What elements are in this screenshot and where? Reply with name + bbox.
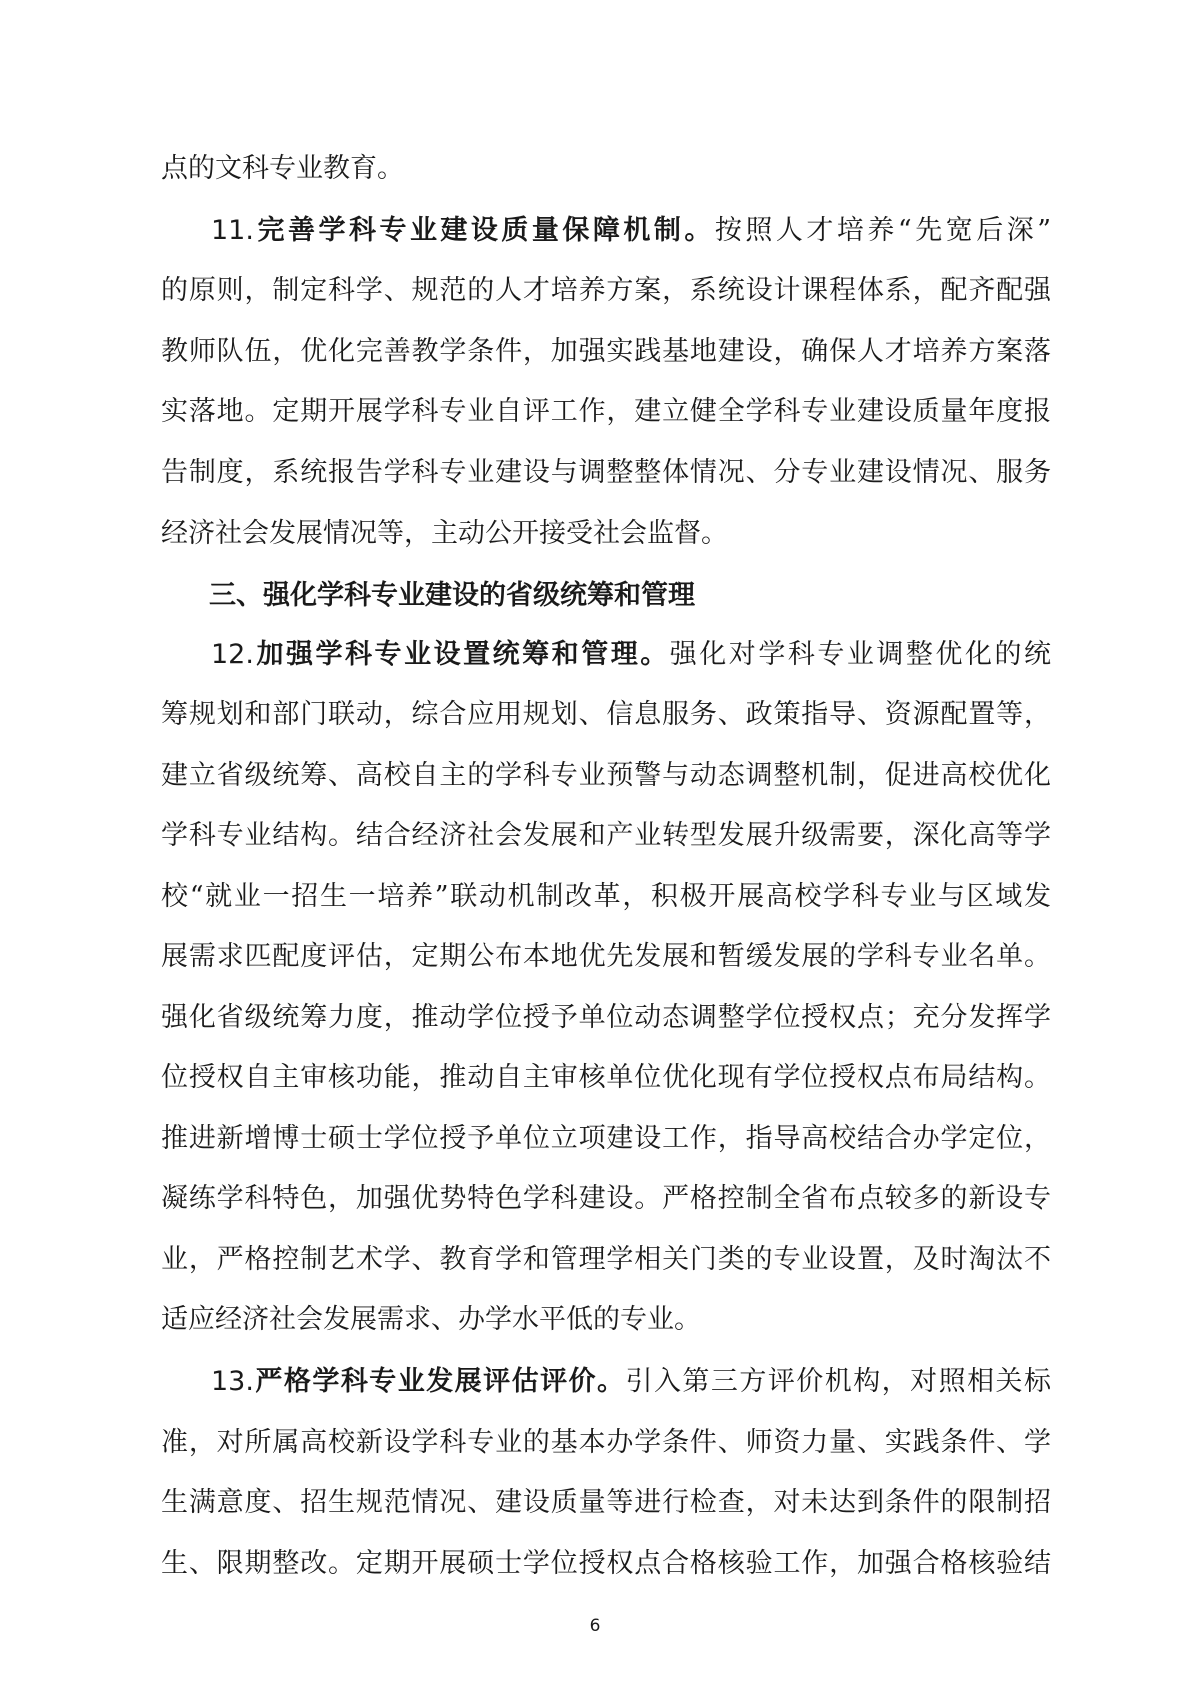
- line-text: 引入第三方评价机构，对照相关标: [625, 1366, 1052, 1397]
- item-number: 13.: [211, 1366, 254, 1397]
- line-text: 推进新增博士硕士学位授予单位立项建设工作，指导高校结合办学定位，: [161, 1123, 1051, 1154]
- text-line: [161, 273, 1051, 309]
- line-text: 筹规划和部门联动，综合应用规划、信息服务、政策指导、资源配置等，: [161, 699, 1051, 730]
- text-line: [161, 1181, 1051, 1217]
- item-number: 11.: [211, 215, 254, 246]
- line-text: 经济社会发展情况等，主动公开接受社会监督。: [161, 518, 728, 549]
- line-text: 学科专业结构。结合经济社会发展和产业转型发展升级需要，深化高等学: [161, 820, 1051, 851]
- item-11-title-line: [211, 213, 1051, 249]
- item-heading: 加强学科专业设置统筹和管理。: [253, 639, 670, 670]
- line-text: 生满意度、招生规范情况、建设质量等进行检查，对未达到条件的限制招: [161, 1487, 1051, 1518]
- text-line: [161, 939, 1051, 975]
- text-line: [161, 1546, 1051, 1582]
- text-line: [161, 516, 1051, 552]
- line-text: 生、限期整改。定期开展硕士学位授权点合格核验工作，加强合格核验结: [161, 1548, 1051, 1579]
- line-text: 校“就业一招生一培养”联动机制改革，积极开展高校学科专业与区域发: [161, 881, 1051, 912]
- text-line: [161, 697, 1051, 733]
- text-line: [161, 1060, 1051, 1096]
- section-heading: 三、强化学科专业建设的省级统筹和管理: [209, 580, 695, 611]
- text-line: [161, 1242, 1051, 1278]
- text-line: [161, 1425, 1051, 1461]
- line-text: 点的文科专业教育。: [161, 153, 404, 184]
- line-text: 展需求匹配度评估，定期公布本地优先发展和暂缓发展的学科专业名单。: [161, 941, 1051, 972]
- line-text: 位授权自主审核功能，推动自主审核单位优化现有学位授权点布局结构。: [161, 1062, 1051, 1093]
- item-number: 12.: [211, 639, 254, 670]
- text-line: [161, 1000, 1051, 1036]
- line-text: 适应经济社会发展需求、办学水平低的专业。: [161, 1304, 701, 1335]
- line-text: 的原则，制定科学、规范的人才培养方案，系统设计课程体系，配齐配强: [161, 275, 1051, 306]
- line-text: 强化对学科专业调整优化的统: [669, 639, 1052, 670]
- line-text: 凝练学科特色，加强优势特色学科建设。严格控制全省布点较多的新设专: [161, 1183, 1051, 1214]
- item-heading: 严格学科专业发展评估评价。: [253, 1366, 626, 1397]
- line-text: 实落地。定期开展学科专业自评工作，建立健全学科专业建设质量年度报: [161, 396, 1051, 427]
- line-text: 建立省级统筹、高校自主的学科专业预警与动态调整机制，促进高校优化: [161, 760, 1051, 791]
- line-text: 强化省级统筹力度，推动学位授予单位动态调整学位授权点；充分发挥学: [161, 1002, 1051, 1033]
- text-line: [161, 1485, 1051, 1521]
- line-text: 准，对所属高校新设学科专业的基本办学条件、师资力量、实践条件、学: [161, 1427, 1051, 1458]
- item-13-title-line: [211, 1364, 1051, 1400]
- item-12-title-line: [211, 637, 1051, 673]
- item-heading: 完善学科专业建设质量保障机制。: [253, 215, 715, 246]
- text-line: [161, 455, 1051, 491]
- text-line: [161, 1121, 1051, 1157]
- text-line: [161, 879, 1051, 915]
- line-text: 告制度，系统报告学科专业建设与调整整体情况、分专业建设情况、服务: [161, 457, 1051, 488]
- line-text: 教师队伍，优化完善教学条件，加强实践基地建设，确保人才培养方案落: [161, 336, 1051, 367]
- line-text: 业，严格控制艺术学、教育学和管理学相关门类的专业设置，及时淘汰不: [161, 1244, 1051, 1275]
- text-line: [161, 1302, 1051, 1338]
- text-line: [161, 151, 1051, 187]
- text-line: [161, 818, 1051, 854]
- text-line: [161, 334, 1051, 370]
- page-number: 6: [589, 1616, 601, 1636]
- line-text: 按照人才培养“先宽后深”: [714, 215, 1052, 246]
- text-line: [161, 394, 1051, 430]
- text-line: [161, 758, 1051, 794]
